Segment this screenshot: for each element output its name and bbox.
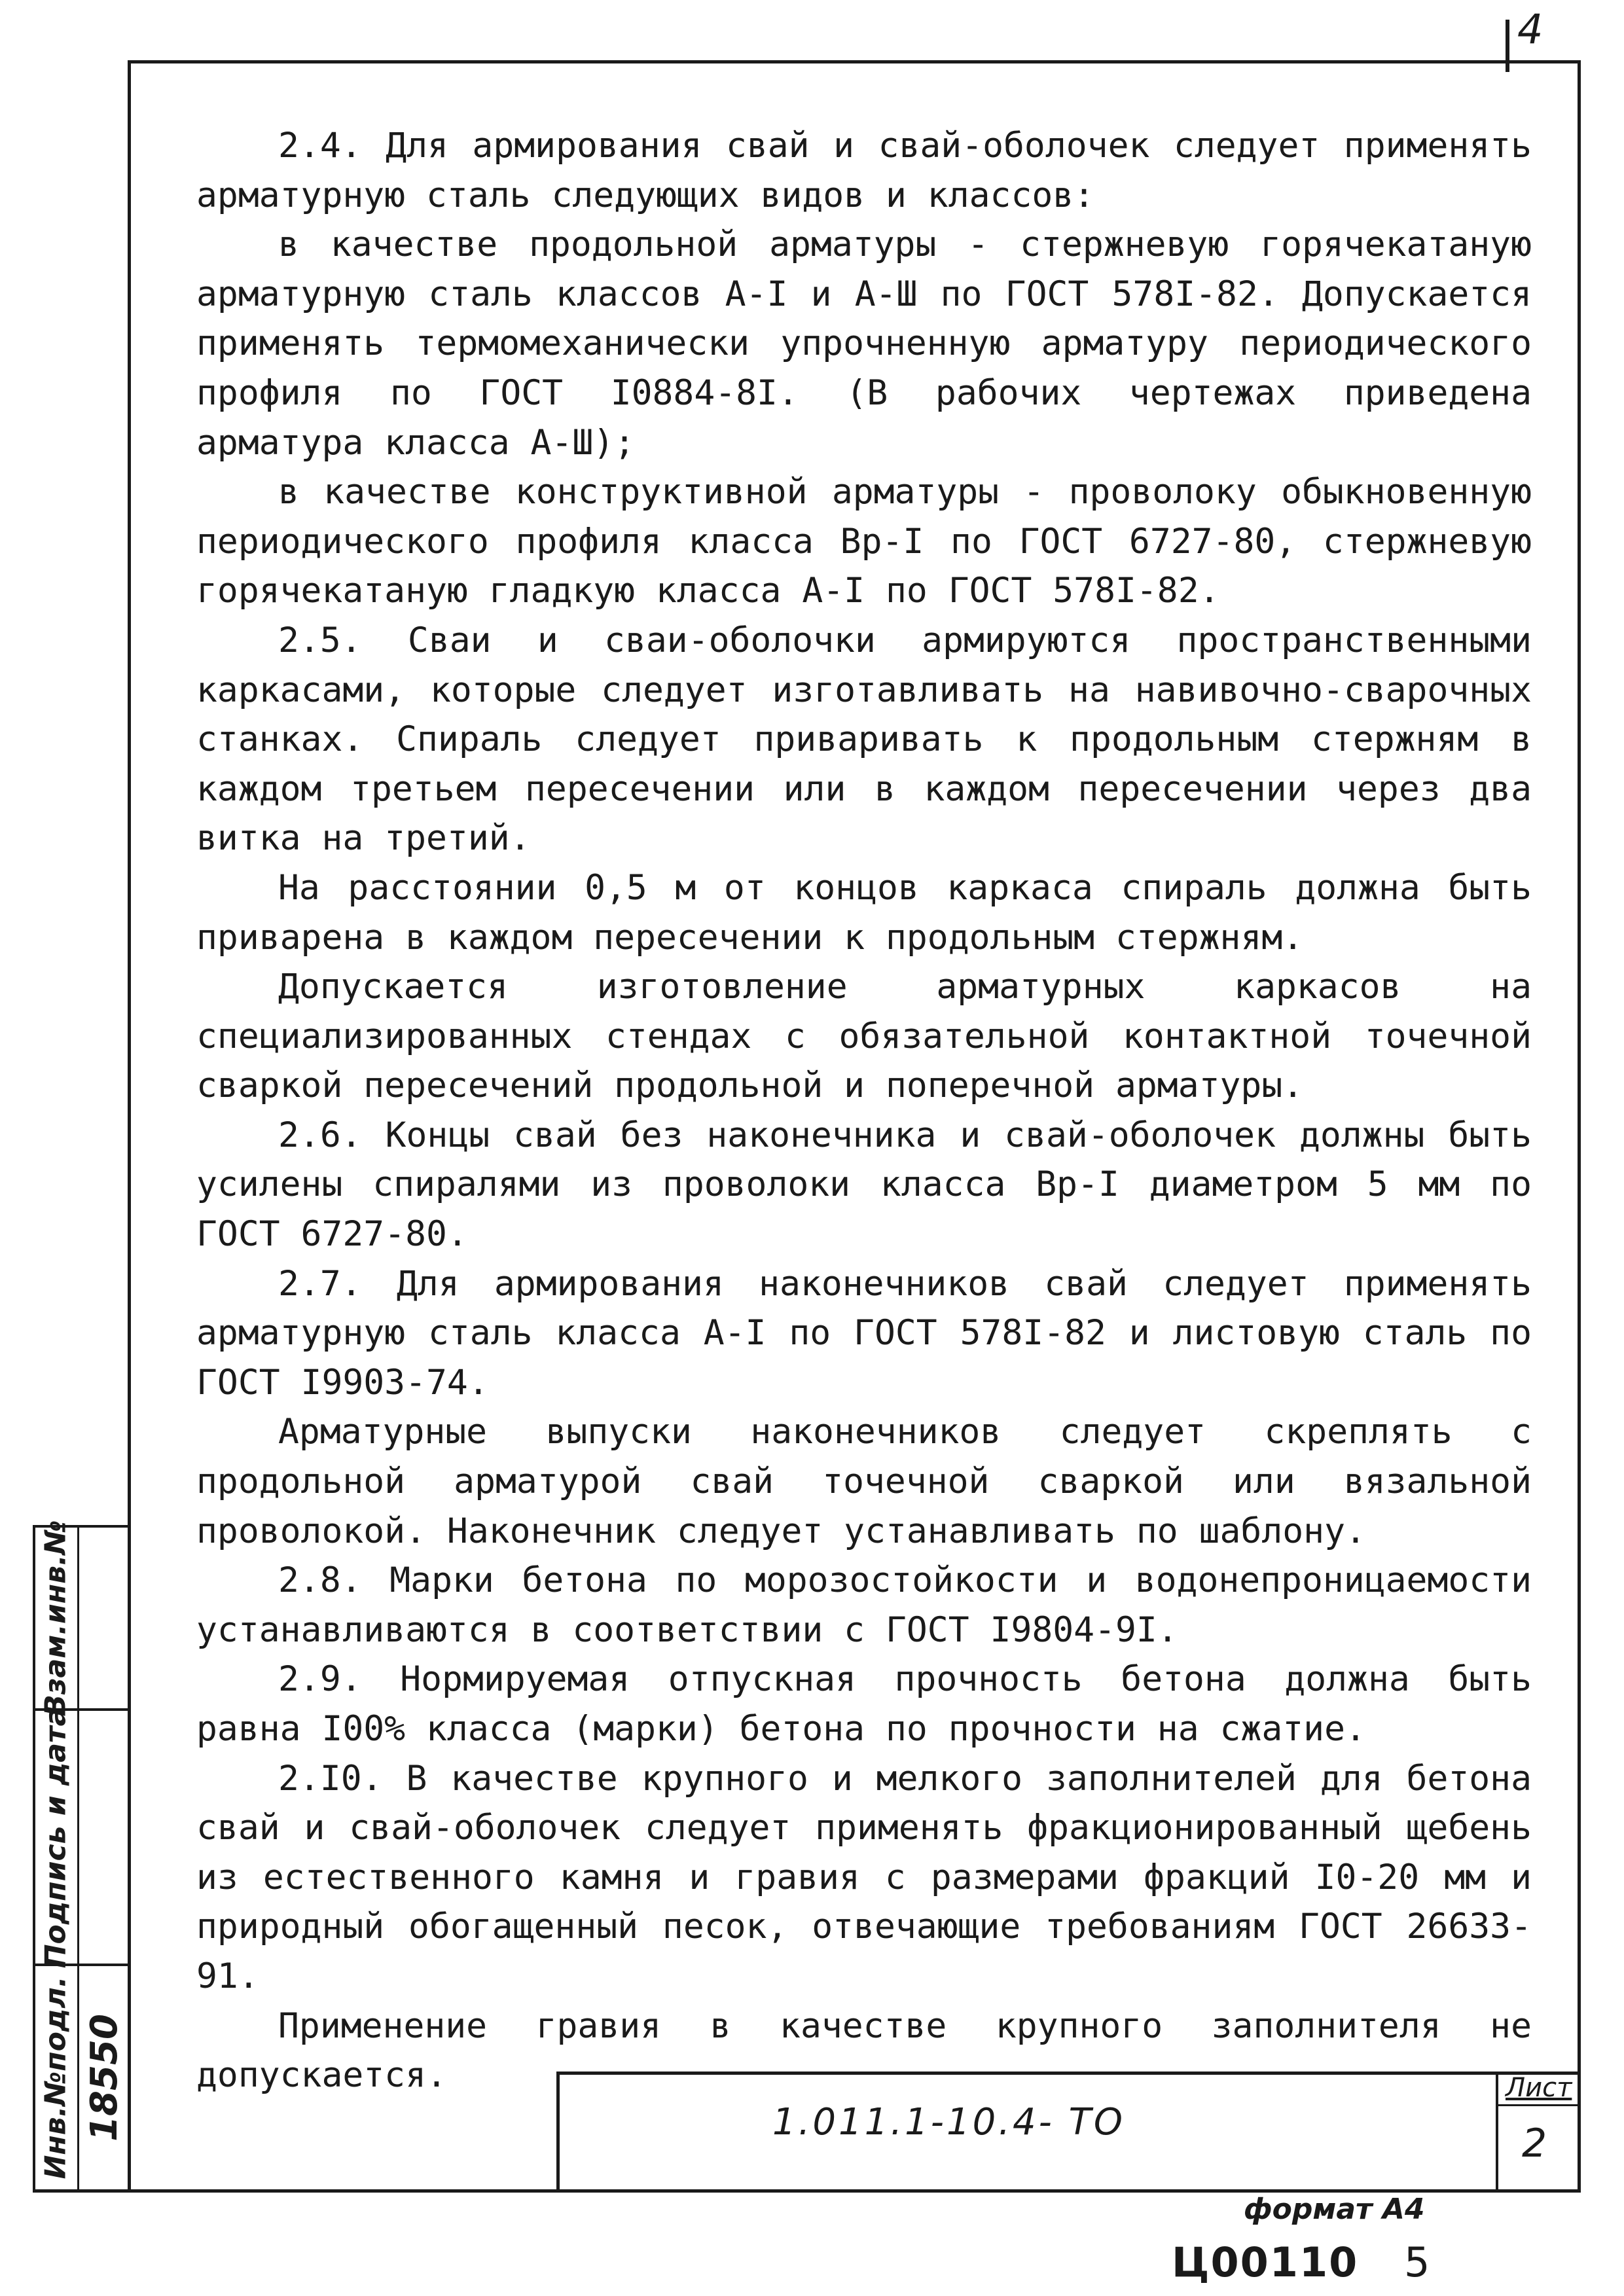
inv-number-value: 18550	[82, 2013, 126, 2142]
page-number-tick	[1506, 20, 1509, 72]
paragraph-2-4-structural: в качестве конструктивной арматуры - проволоку обыкновенную периодического профиля класса Вр-I по ГОСТ 6727-80, стержневую горячекатаную гладкую класса А-I по ГОСТ 578I-82.	[196, 472, 1532, 611]
page-number: 4	[1517, 5, 1543, 53]
paragraph-2-5-stands: Допускается изготовление арматурных каркасов на специализированных стендах с обязательной контактной точечной сваркой пересечений продольной и поперечной арматуры.	[196, 967, 1532, 1106]
frame-left	[128, 60, 131, 2193]
paragraph-2-4: 2.4. Для армирования свай и свай-оболочек следует применять арматурную сталь следующих видов и классов:	[196, 126, 1532, 215]
inv-number-label: Инв.№подл.	[39, 1976, 73, 2179]
paragraph-2-7-outlets: Арматурные выпуски наконечников следует скреплять с продольной арматурой свай точечной сваркой или вязальной проволокой. Наконечник следует устанавливать по шаблону.	[196, 1412, 1532, 1551]
paragraph-2-10-gravel: Применение гравия в качестве крупного заполнителя не допускается.	[196, 2005, 1532, 2096]
bottom-code: Ц00110	[1172, 2238, 1359, 2286]
title-block-sheet-divider	[1496, 2072, 1498, 2193]
paragraph-2-5: 2.5. Сваи и сваи-оболочки армируются пространственными каркасами, которые следует изготавливать на навивочно-сварочных станках. Спираль следует приваривать к продольным стержням в каждом третьем пересечении или в каждом пересечении через два витка на третий.	[196, 620, 1532, 859]
vzam-inv-label: Взам.инв.№	[39, 1519, 73, 1717]
document-designation: 1.011.1-10.4- ТО	[772, 2101, 1125, 2144]
paragraph-2-8: 2.8. Марки бетона по морозостойкости и водонепроницаемости устанавливаются в соответствии с ГОСТ I9804-9I.	[196, 1560, 1532, 1650]
signature-date-label: Подпись и дата	[39, 1706, 73, 1968]
paragraph-2-6: 2.6. Концы свай без наконечника и свай-оболочек должны быть усилены спиралями из проволоки класса Вр-I диаметром 5 мм по ГОСТ 6727-80.	[196, 1115, 1532, 1255]
title-block-top	[556, 2072, 1581, 2075]
sheet-value: 2	[1522, 2121, 1547, 2166]
paragraph-2-4-longitudinal: в качестве продольной арматуры - стержневую горячекатаную арматурную сталь классов А-I и А-Ш по ГОСТ 578I-82. Допускается применять термомеханически упрочненную арматуру периодического профиля по ГОСТ I0884-8I. (В рабочих чертежах приведена арматура класса А-Ш);	[196, 224, 1532, 463]
side-stamp-vzam	[34, 1519, 77, 1717]
side-stamp-inv	[34, 1966, 77, 2189]
side-stamp-inv-value	[79, 1966, 129, 2189]
paragraph-2-10: 2.I0. В качестве крупного и мелкого заполнителей для бетона свай и свай-оболочек следует применять фракционированный щебень из естественного камня и гравия с размерами фракций I0-20 мм и природный обогащенный песок, отвечающие требованиям ГОСТ 26633-91.	[196, 1758, 1532, 1996]
document-body	[196, 121, 1532, 2100]
format-note: формат А4	[1244, 2193, 1425, 2226]
paragraph-2-5-ends: На расстоянии 0,5 м от концов каркаса спираль должна быть приварена в каждом пересечении к продольным стержням.	[196, 867, 1532, 958]
sheet-label: Лист	[1506, 2073, 1572, 2103]
frame-right	[1578, 60, 1581, 2193]
frame-top	[128, 60, 1581, 63]
title-block-sheet-sep	[1496, 2104, 1581, 2106]
side-stamp-podpis	[34, 1706, 77, 1968]
title-block-left	[556, 2072, 560, 2193]
bottom-number: 5	[1404, 2238, 1430, 2286]
paragraph-2-9: 2.9. Нормируемая отпускная прочность бетона должна быть равна I00% класса (марки) бетона по прочности на сжатие.	[196, 1659, 1532, 1749]
paragraph-2-7: 2.7. Для армирования наконечников свай следует применять арматурную сталь класса А-I по ГОСТ 578I-82 и листовую сталь по ГОСТ I9903-74.	[196, 1263, 1532, 1403]
